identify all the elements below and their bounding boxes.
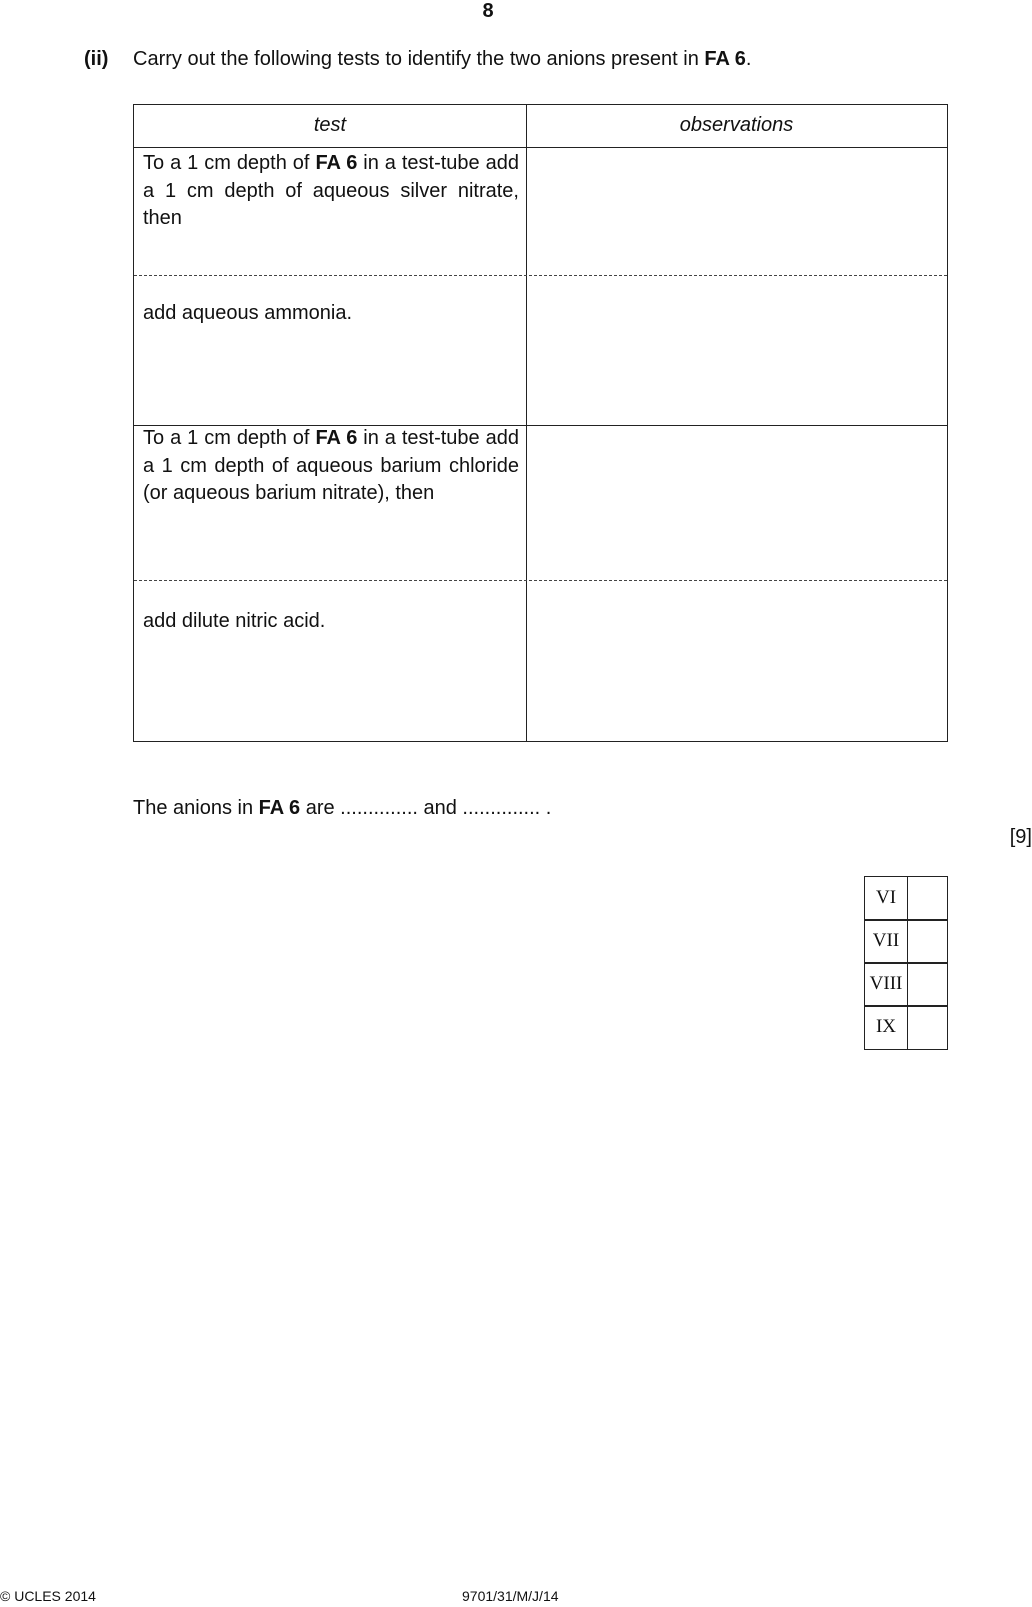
page-number: 8: [482, 0, 494, 22]
observation-cell-silver-nitrate[interactable]: [534, 150, 939, 270]
observation-cell-barium-chloride[interactable]: [534, 431, 939, 571]
mark-row-viii: [864, 962, 948, 1007]
question-part-label: (ii): [84, 48, 109, 70]
test-step-ammonia: add aqueous ammonia.: [143, 302, 353, 324]
question-text: [133, 48, 751, 71]
row-divider-dashed: [134, 275, 947, 276]
examiner-mark-grid: [864, 876, 948, 1054]
mark-label: VI: [865, 877, 908, 920]
mark-row-vi: [864, 876, 948, 921]
mark-label: IX: [865, 1006, 908, 1049]
mark-box: [908, 920, 947, 963]
header-observations: observations: [679, 114, 794, 136]
mark-row-ix: [864, 1005, 948, 1050]
column-divider: [526, 105, 527, 741]
marks-total: [9]: [1009, 826, 1032, 848]
test-step-text: To a 1 cm depth of: [143, 427, 316, 449]
anions-answer-line: [133, 797, 551, 820]
test-step-silver-nitrate: [143, 150, 519, 233]
sample-name: FA 6: [704, 48, 746, 70]
header-divider: [134, 147, 947, 148]
question-text-end: .: [745, 48, 752, 70]
test-step-text: in a test-tube add a 1 cm depth of aqueous barium chloride (or aqueous barium nitrate), then: [143, 427, 519, 504]
header-test: test: [313, 114, 347, 136]
observation-cell-nitric-acid[interactable]: [534, 587, 939, 727]
footer-paper-code: 9701/31/M/J/14: [462, 1588, 559, 1604]
test-step-text: To a 1 cm depth of: [143, 152, 316, 174]
answer-text-start: The anions in: [133, 797, 259, 819]
sample-name: FA 6: [315, 427, 358, 449]
mark-row-vii: [864, 919, 948, 964]
test-step-nitric-acid: add dilute nitric acid.: [143, 610, 326, 632]
test-step-text: in a test-tube add a 1 cm depth of aqueous silver nitrate, then: [143, 152, 519, 229]
footer-copyright: © UCLES 2014: [0, 1588, 96, 1604]
sample-name: FA 6: [315, 152, 358, 174]
mark-box: [908, 963, 947, 1006]
question-text-start: Carry out the following tests to identify the two anions present in: [133, 48, 705, 70]
mark-label: VIII: [865, 963, 908, 1006]
mark-box: [908, 877, 947, 920]
test-observations-table: [133, 104, 948, 742]
test-step-barium-chloride: [143, 425, 519, 508]
mark-label: VII: [865, 920, 908, 963]
observation-cell-ammonia[interactable]: [534, 281, 939, 421]
answer-text-end: are .............. and .............. .: [300, 797, 552, 819]
sample-name: FA 6: [258, 797, 301, 819]
row-divider-dashed: [134, 580, 947, 581]
mark-box: [908, 1006, 947, 1049]
